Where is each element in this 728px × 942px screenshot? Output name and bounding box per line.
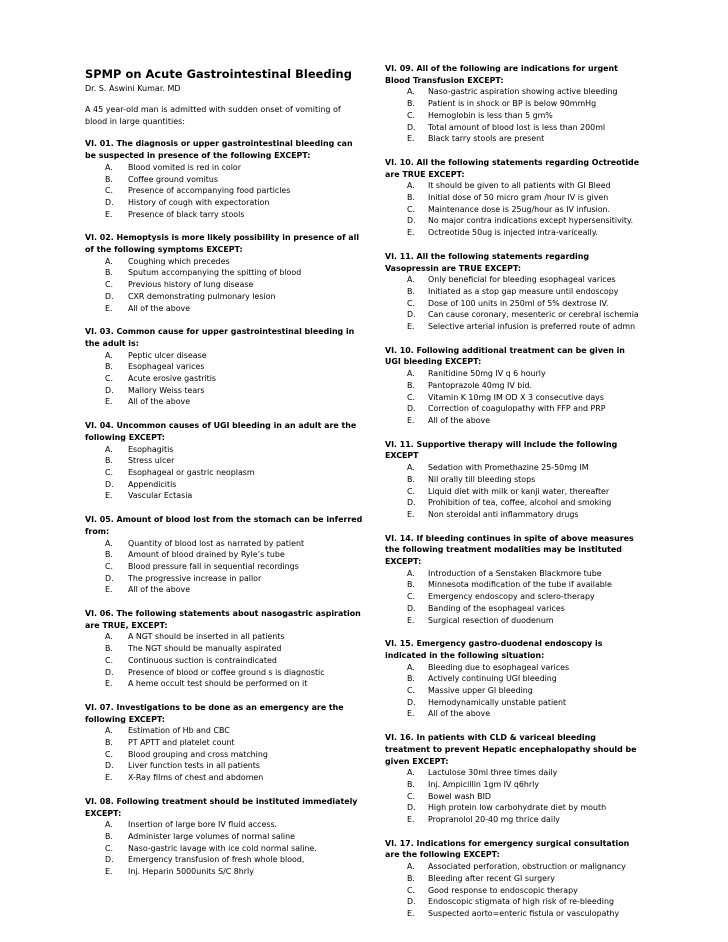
option-text: Peptic ulcer disease: [128, 350, 207, 360]
option-letter: E.: [105, 491, 113, 501]
option-text: Patient is in shock or BP is below 90mmHg: [428, 99, 597, 109]
option-text: Insertion of large bore IV fluid access.: [128, 820, 278, 830]
option-letter: D.: [407, 310, 416, 320]
answer-option: [385, 685, 643, 697]
question-stem: VI. 15. Emergency gastro-duodenal endoscopy is indicated in the following situation:: [385, 639, 603, 660]
option-text: Bleeding after recent GI surgery: [428, 873, 555, 883]
option-text: Bowel wash BID: [428, 791, 491, 801]
option-letter: A.: [105, 726, 113, 736]
answer-option: [385, 767, 643, 779]
answer-option: [85, 185, 365, 197]
question-block: [85, 326, 365, 408]
answer-option: [385, 321, 643, 333]
option-text: Actively continuing UGI bleeding: [428, 674, 557, 684]
option-text: Initial dose of 50 micro gram /hour IV is given: [428, 193, 609, 203]
answer-option: [385, 603, 643, 615]
right-question-list: [385, 63, 643, 920]
answer-option: [385, 802, 643, 814]
answer-option: [85, 174, 365, 186]
answer-option: [385, 814, 643, 826]
option-text: Presence of blood or coffee ground s is diagnostic: [128, 667, 325, 677]
option-text: No major contra indications except hypersensitivity.: [428, 216, 634, 226]
question-block: [85, 514, 365, 596]
option-text: Octreotide 50ug is injected intra-variceally.: [428, 228, 598, 238]
option-letter: B.: [407, 580, 415, 590]
answer-option: [85, 843, 365, 855]
option-letter: E.: [407, 509, 415, 519]
option-letter: E.: [407, 615, 415, 625]
option-text: It should be given to all patients with GI Bleed: [428, 181, 611, 191]
question-stem: VI. 10. Following additional treatment can be given in UGI bleeding EXCEPT:: [385, 345, 625, 367]
answer-option: [85, 643, 365, 655]
answer-option: [85, 866, 365, 878]
question-block: [385, 63, 643, 145]
answer-option: [85, 655, 365, 667]
answer-option: [85, 584, 365, 596]
answer-option: [385, 861, 643, 873]
option-letter: C.: [407, 204, 416, 214]
option-text: Good response to endoscopic therapy: [428, 885, 578, 895]
answer-option: [85, 396, 365, 408]
answer-option: [385, 98, 643, 110]
option-letter: B.: [407, 873, 415, 883]
option-text: Liquid diet with milk or kanji water, thereafter: [428, 486, 610, 496]
option-text: Nil orally till bleeding stops: [428, 474, 536, 484]
option-text: Pantoprazole 40mg IV bid.: [428, 380, 532, 390]
option-letter: B.: [407, 474, 415, 484]
option-letter: B.: [105, 550, 113, 560]
option-letter: A.: [105, 632, 113, 642]
answer-option: [85, 737, 365, 749]
answer-option: [385, 215, 643, 227]
option-text: All of the above: [128, 585, 191, 595]
option-text: Administer large volumes of normal saline: [128, 831, 295, 841]
answer-option: [85, 209, 365, 221]
question-block: [385, 251, 643, 333]
option-letter: D.: [105, 291, 114, 301]
question-block: [85, 420, 365, 502]
option-letter: D.: [407, 122, 416, 132]
option-text: Quantity of blood lost as narrated by patient: [128, 538, 305, 548]
question-stem: VI. 07. Investigations to be done as an emergency are the following EXCEPT:: [85, 702, 344, 724]
answer-option: [385, 380, 643, 392]
option-letter: D.: [407, 603, 416, 613]
option-text: Selective arterial infusion is preferred route of admn: [428, 322, 636, 332]
option-text: Appendicitis: [128, 479, 177, 489]
option-letter: B.: [105, 738, 113, 748]
option-text: Esophagitis: [128, 444, 174, 454]
option-letter: A.: [407, 87, 415, 97]
option-text: PT APTT and platelet count: [128, 738, 235, 748]
option-letter: C.: [105, 280, 114, 290]
option-letter: C.: [105, 561, 114, 571]
option-letter: E.: [105, 773, 113, 783]
question-stem: VI. 09. All of the following are indications for urgent Blood Transfusion EXCEPT:: [385, 64, 618, 85]
option-letter: B.: [407, 99, 415, 109]
option-text: Non steroidal anti inflammatory drugs: [428, 509, 579, 519]
option-letter: E.: [105, 867, 113, 877]
answer-option: [385, 662, 643, 674]
question-stem: VI. 11. Supportive therapy will include the following EXCEPT: [385, 439, 618, 461]
answer-option: [385, 286, 643, 298]
answer-option: [385, 568, 643, 580]
option-letter: A.: [105, 256, 113, 266]
option-letter: D.: [105, 197, 114, 207]
option-text: Lactulose 30ml three times daily: [428, 768, 558, 778]
answer-option: [385, 274, 643, 286]
answer-option: [85, 279, 365, 291]
option-letter: D.: [105, 855, 114, 865]
option-letter: B.: [105, 174, 113, 184]
option-text: Surgical resection of duodenum: [428, 615, 554, 625]
option-letter: C.: [407, 791, 416, 801]
option-letter: D.: [407, 404, 416, 414]
option-letter: C.: [105, 843, 114, 853]
question-stem: VI. 03. Common cause for upper gastrointestinal bleeding in the adult is:: [85, 327, 355, 348]
option-text: Esophageal varices: [128, 362, 205, 372]
option-text: Bleeding due to esophageal varices: [428, 662, 570, 672]
option-text: Estimation of Hb and CBC: [128, 726, 230, 736]
answer-option: [85, 373, 365, 385]
question-block: [85, 232, 365, 314]
option-letter: A.: [105, 350, 113, 360]
option-letter: D.: [407, 897, 416, 907]
option-text: A heme occult test should be performed on it: [128, 679, 308, 689]
option-text: Inj. Ampicillin 1gm IV q6hrly: [428, 779, 540, 789]
option-text: Dose of 100 units in 250ml of 5% dextrose IV.: [428, 298, 609, 308]
answer-option: [385, 133, 643, 145]
answer-option: [385, 779, 643, 791]
answer-option: [385, 885, 643, 897]
answer-option: [385, 509, 643, 521]
option-letter: A.: [407, 568, 415, 578]
answer-option: [385, 708, 643, 720]
answer-option: [85, 749, 365, 761]
answer-option: [85, 455, 365, 467]
option-letter: A.: [407, 275, 415, 285]
answer-option: [85, 631, 365, 643]
answer-option: [385, 873, 643, 885]
answer-option: [385, 392, 643, 404]
answer-option: [385, 403, 643, 415]
answer-option: [85, 854, 365, 866]
option-letter: D.: [105, 479, 114, 489]
answer-option: [385, 591, 643, 603]
option-letter: E.: [105, 585, 113, 595]
question-block: [385, 157, 643, 239]
option-text: Previous history of lung disease: [128, 280, 254, 290]
option-letter: D.: [407, 697, 416, 707]
option-letter: B.: [105, 644, 113, 654]
option-letter: D.: [105, 761, 114, 771]
option-text: CXR demonstrating pulmonary lesion: [128, 291, 276, 301]
option-letter: C.: [407, 686, 416, 696]
question-stem: VI. 08. Following treatment should be instituted immediately EXCEPT:: [85, 796, 358, 818]
question-block: [385, 533, 643, 627]
option-letter: B.: [407, 779, 415, 789]
option-text: Endoscopic stigmata of high risk of re-bleeding: [428, 897, 614, 907]
answer-option: [385, 615, 643, 627]
option-text: A NGT should be inserted in all patients: [128, 632, 285, 642]
answer-option: [85, 162, 365, 174]
option-letter: C.: [105, 467, 114, 477]
question-stem: VI. 11. All the following statements regarding Vasopressin are TRUE EXCEPT:: [385, 251, 590, 273]
option-letter: B.: [105, 362, 113, 372]
option-text: History of cough with expectoration: [128, 197, 270, 207]
option-letter: A.: [407, 463, 415, 473]
option-text: The NGT should be manually aspirated: [128, 644, 282, 654]
option-text: Propranolol 20-40 mg thrice daily: [428, 815, 560, 825]
answer-option: [85, 561, 365, 573]
answer-option: [385, 227, 643, 239]
option-text: Inj. Heparin 5000units S/C 8hrly: [128, 867, 254, 877]
question-block: [385, 345, 643, 427]
answer-option: [385, 497, 643, 509]
answer-option: [385, 579, 643, 591]
answer-option: [385, 791, 643, 803]
option-letter: D.: [105, 385, 114, 395]
question-block: [385, 638, 643, 720]
answer-option: [85, 197, 365, 209]
question-block: [85, 138, 365, 220]
option-letter: B.: [407, 380, 415, 390]
question-block: [385, 838, 643, 920]
option-text: Presence of black tarry stools: [128, 209, 245, 219]
option-letter: E.: [407, 815, 415, 825]
option-letter: D.: [407, 803, 416, 813]
option-text: Vitamin K 10mg IM OD X 3 consecutive days: [428, 392, 604, 402]
option-letter: E.: [407, 709, 415, 719]
answer-option: [385, 180, 643, 192]
answer-option: [385, 298, 643, 310]
option-letter: C.: [105, 186, 114, 196]
option-text: Introduction of a Senstaken Blackmore tube: [428, 568, 602, 578]
option-text: Mallory Weiss tears: [128, 385, 205, 395]
option-text: Emergency endoscopy and sclero-therapy: [428, 592, 595, 602]
option-text: Acute erosive gastritis: [128, 374, 217, 384]
answer-option: [85, 350, 365, 362]
answer-option: [385, 486, 643, 498]
option-letter: A.: [407, 662, 415, 672]
answer-option: [385, 673, 643, 685]
answer-option: [85, 361, 365, 373]
option-letter: A.: [407, 369, 415, 379]
answer-option: [85, 573, 365, 585]
option-letter: C.: [407, 885, 416, 895]
answer-option: [385, 192, 643, 204]
option-letter: B.: [407, 193, 415, 203]
option-text: X-Ray films of chest and abdomen: [128, 773, 264, 783]
answer-option: [385, 697, 643, 709]
option-text: Hemodynamically unstable patient: [428, 697, 567, 707]
answer-option: [85, 760, 365, 772]
answer-option: [85, 479, 365, 491]
option-text: All of the above: [428, 709, 491, 719]
author-line: Dr. S. Aswini Kumar. MD: [85, 84, 181, 93]
question-stem: VI. 04. Uncommon causes of UGI bleeding in an adult are the following EXCEPT:: [85, 421, 357, 442]
option-text: Amount of blood drained by Ryle’s tube: [128, 550, 285, 560]
option-letter: E.: [105, 209, 113, 219]
question-block: [85, 796, 365, 878]
option-letter: E.: [407, 134, 415, 144]
option-text: Blood vomited is red in color: [128, 162, 242, 172]
option-text: Coughing which precedes: [128, 256, 230, 266]
answer-option: [85, 549, 365, 561]
option-text: Correction of coagulopathy with FFP and PRP: [428, 404, 606, 414]
option-text: Associated perforation, obstruction or malignancy: [428, 862, 626, 872]
answer-option: [85, 467, 365, 479]
option-letter: D.: [105, 573, 114, 583]
answer-option: [85, 725, 365, 737]
option-letter: B.: [105, 831, 113, 841]
option-text: Blood grouping and cross matching: [128, 749, 268, 759]
option-letter: B.: [105, 456, 113, 466]
option-text: Can cause coronary, mesenteric or cerebral ischemia: [428, 310, 639, 320]
option-letter: C.: [407, 392, 416, 402]
option-text: Minnesota modification of the tube if available: [428, 580, 612, 590]
option-letter: C.: [407, 486, 416, 496]
answer-option: [385, 896, 643, 908]
answer-option: [85, 538, 365, 550]
option-text: Black tarry stools are present: [428, 134, 545, 144]
answer-option: [385, 908, 643, 920]
option-text: Hemoglobin is less than 5 gm%: [428, 110, 553, 120]
question-block: [85, 608, 365, 690]
option-text: Presence of accompanying food particles: [128, 186, 291, 196]
option-text: Sputum accompanying the spitting of blood: [128, 268, 302, 278]
answer-option: [85, 291, 365, 303]
option-text: Esophageal or gastric neoplasm: [128, 467, 255, 477]
option-letter: D.: [407, 498, 416, 508]
question-stem: VI. 17. Indications for emergency surgical consultation are the following EXCEPT:: [385, 838, 630, 860]
option-letter: A.: [407, 181, 415, 191]
question-stem: VI. 05. Amount of blood lost from the stomach can be inferred from:: [85, 515, 363, 536]
right-column: [385, 63, 643, 932]
answer-option: [85, 256, 365, 268]
option-text: Vascular Ectasia: [128, 491, 193, 501]
answer-option: [85, 678, 365, 690]
answer-option: [85, 667, 365, 679]
answer-option: [385, 86, 643, 98]
option-text: Massive upper GI bleeding: [428, 686, 533, 696]
question-stem: VI. 06. The following statements about nasogastric aspiration are TRUE, EXCEPT:: [85, 609, 361, 630]
document-title: SPMP on Acute Gastrointestinal Bleeding: [85, 67, 352, 81]
option-letter: A.: [105, 820, 113, 830]
option-letter: E.: [407, 909, 415, 918]
option-text: Coffee ground vomitus: [128, 174, 218, 184]
option-text: Banding of the esophageal varices: [428, 603, 565, 613]
answer-option: [85, 385, 365, 397]
option-text: All of the above: [128, 303, 191, 313]
answer-option: [85, 267, 365, 279]
option-letter: D.: [407, 216, 416, 226]
option-letter: D.: [105, 667, 114, 677]
option-letter: C.: [407, 592, 416, 602]
option-text: Naso-gastric lavage with ice cold normal saline.: [128, 843, 317, 853]
option-text: Prohibition of tea, coffee, alcohol and smoking: [428, 498, 612, 508]
question-stem: VI. 02. Hemoptysis is more likely possibility in presence of all of the following symptoms EXCEPT:: [85, 233, 360, 255]
option-letter: C.: [407, 298, 416, 308]
option-letter: B.: [407, 674, 415, 684]
option-text: Ranitidine 50mg IV q 6 hourly: [428, 369, 546, 379]
answer-option: [385, 122, 643, 134]
option-letter: E.: [105, 397, 113, 407]
option-letter: A.: [105, 162, 113, 172]
option-letter: C.: [105, 655, 114, 665]
left-question-list: [85, 138, 365, 877]
option-text: Blood pressure fall in sequential recordings: [128, 561, 299, 571]
option-letter: B.: [105, 268, 113, 278]
option-text: All of the above: [128, 397, 191, 407]
option-text: Initiated as a stop gap measure until endoscopy: [428, 286, 619, 296]
left-column: [85, 63, 365, 890]
option-text: Emergency transfusion of fresh whole blood,: [128, 855, 305, 865]
question-stem: VI. 16. In patients with CLD & variceal bleeding treatment to prevent Hepatic encephalopathy should be given EXCEPT:: [385, 733, 637, 766]
option-text: Stress ulcer: [128, 456, 175, 466]
question-stem: VI. 01. The diagnosis or upper gastrointestinal bleeding can be suspected in presence of the following EXCEPT:: [85, 139, 353, 161]
option-text: Naso-gastric aspiration showing active bleeding: [428, 87, 618, 97]
answer-option: [85, 819, 365, 831]
option-letter: B.: [407, 286, 415, 296]
option-letter: E.: [407, 228, 415, 238]
answer-option: [85, 490, 365, 502]
answer-option: [85, 831, 365, 843]
option-letter: A.: [407, 862, 415, 872]
option-text: All of the above: [428, 415, 491, 425]
option-text: Continuous suction is contraindicated: [128, 655, 277, 665]
option-text: Suspected aorto=enteric fistula or vasculopathy: [428, 909, 620, 918]
answer-option: [385, 204, 643, 216]
option-letter: C.: [105, 749, 114, 759]
option-letter: A.: [105, 538, 113, 548]
option-letter: E.: [105, 303, 113, 313]
answer-option: [85, 772, 365, 784]
answer-option: [385, 368, 643, 380]
question-block: [385, 439, 643, 521]
option-letter: E.: [407, 322, 415, 332]
answer-option: [385, 415, 643, 427]
option-text: High protein low carbohydrate diet by mouth: [428, 803, 607, 813]
option-text: Only beneficial for bleeding esophageal varices: [428, 275, 616, 285]
answer-option: [85, 303, 365, 315]
option-letter: A.: [105, 444, 113, 454]
option-text: Sedation with Promethazine 25-50mg IM: [428, 463, 589, 473]
question-block: [85, 702, 365, 784]
option-text: Maintenance dose is 25ug/hour as IV infusion.: [428, 204, 611, 214]
answer-option: [385, 462, 643, 474]
answer-option: [385, 309, 643, 321]
question-stem: VI. 14. If bleeding continues in spite of above measures the following treatment modalities may be instituted EXCEPT:: [385, 533, 634, 567]
option-letter: E.: [105, 679, 113, 689]
option-letter: E.: [407, 415, 415, 425]
option-text: The progressive increase in pallor: [128, 573, 262, 583]
case-intro: A 45 year-old man is admitted with sudden onset of vomiting of blood in large quantities:: [85, 105, 341, 126]
option-text: Total amount of blood lost is less than 200ml: [428, 122, 606, 132]
answer-option: [385, 474, 643, 486]
answer-option: [385, 110, 643, 122]
option-letter: C.: [407, 110, 416, 120]
answer-option: [85, 444, 365, 456]
question-block: [385, 732, 643, 826]
option-text: Liver function tests in all patients: [128, 761, 260, 771]
option-letter: C.: [105, 374, 114, 384]
option-letter: A.: [407, 768, 415, 778]
question-stem: VI. 10. All the following statements regarding Octreotide are TRUE EXCEPT:: [385, 157, 640, 179]
